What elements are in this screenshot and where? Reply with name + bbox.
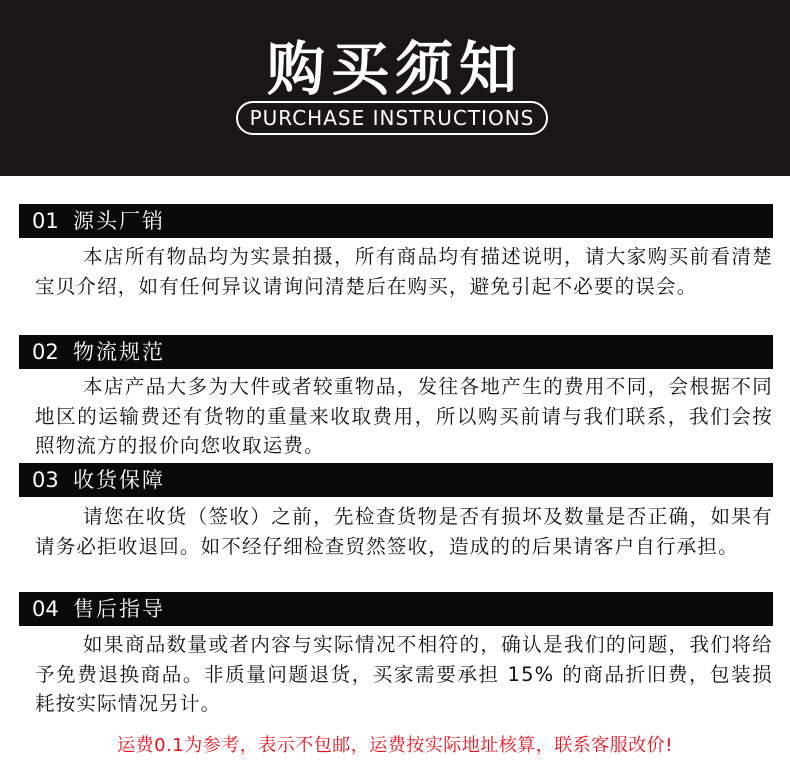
header-banner: [0, 0, 790, 176]
section-body: 请您在收货（签收）之前，先检查货物是否有损坏及数量是否正确，如果有请务必拒收退回。如不经仔细检查贸然签收，造成的的后果请客户自行承担。: [35, 505, 773, 558]
section-number: 02: [32, 340, 59, 364]
section-header-bar: [19, 204, 773, 238]
section-header-bar: [19, 335, 773, 369]
section-title: 物流规范: [73, 340, 165, 364]
page-subtitle-pill: PURCHASE INSTRUCTIONS: [236, 101, 548, 135]
page-title: 购买须知: [266, 35, 523, 103]
shipping-notice: 运费0.1为参考，表示不包邮，运费按实际地址核算，联系客服改价!: [117, 735, 673, 756]
section-body: 本店所有物品均为实景拍摄，所有商品均有描述说明，请大家购买前看清楚宝贝介绍，如有任何异议请询问清楚后在购买，避免引起不必要的误会。: [35, 245, 773, 298]
section-header-bar: [19, 592, 773, 626]
section-title: 收货保障: [73, 468, 165, 492]
section-title: 售后指导: [73, 597, 165, 621]
section-title: 源头厂销: [73, 209, 165, 233]
section-body: 如果商品数量或者内容与实际情况不相符的，确认是我们的问题，我们将给予免费退换商品。非质量问题退货，买家需要承担 15% 的商品折旧费，包装损耗按实际情况另计。: [35, 633, 773, 715]
section-header-bar: [19, 463, 773, 497]
section-number: 03: [32, 468, 59, 492]
section-body: 本店产品大多为大件或者较重物品，发往各地产生的费用不同，会根据不同地区的运输费还有货物的重量来收取费用，所以购买前请与我们联系，我们会按照物流方的报价向您收取运费。: [35, 375, 773, 457]
section-number: 04: [32, 597, 59, 621]
section-number: 01: [32, 209, 59, 233]
